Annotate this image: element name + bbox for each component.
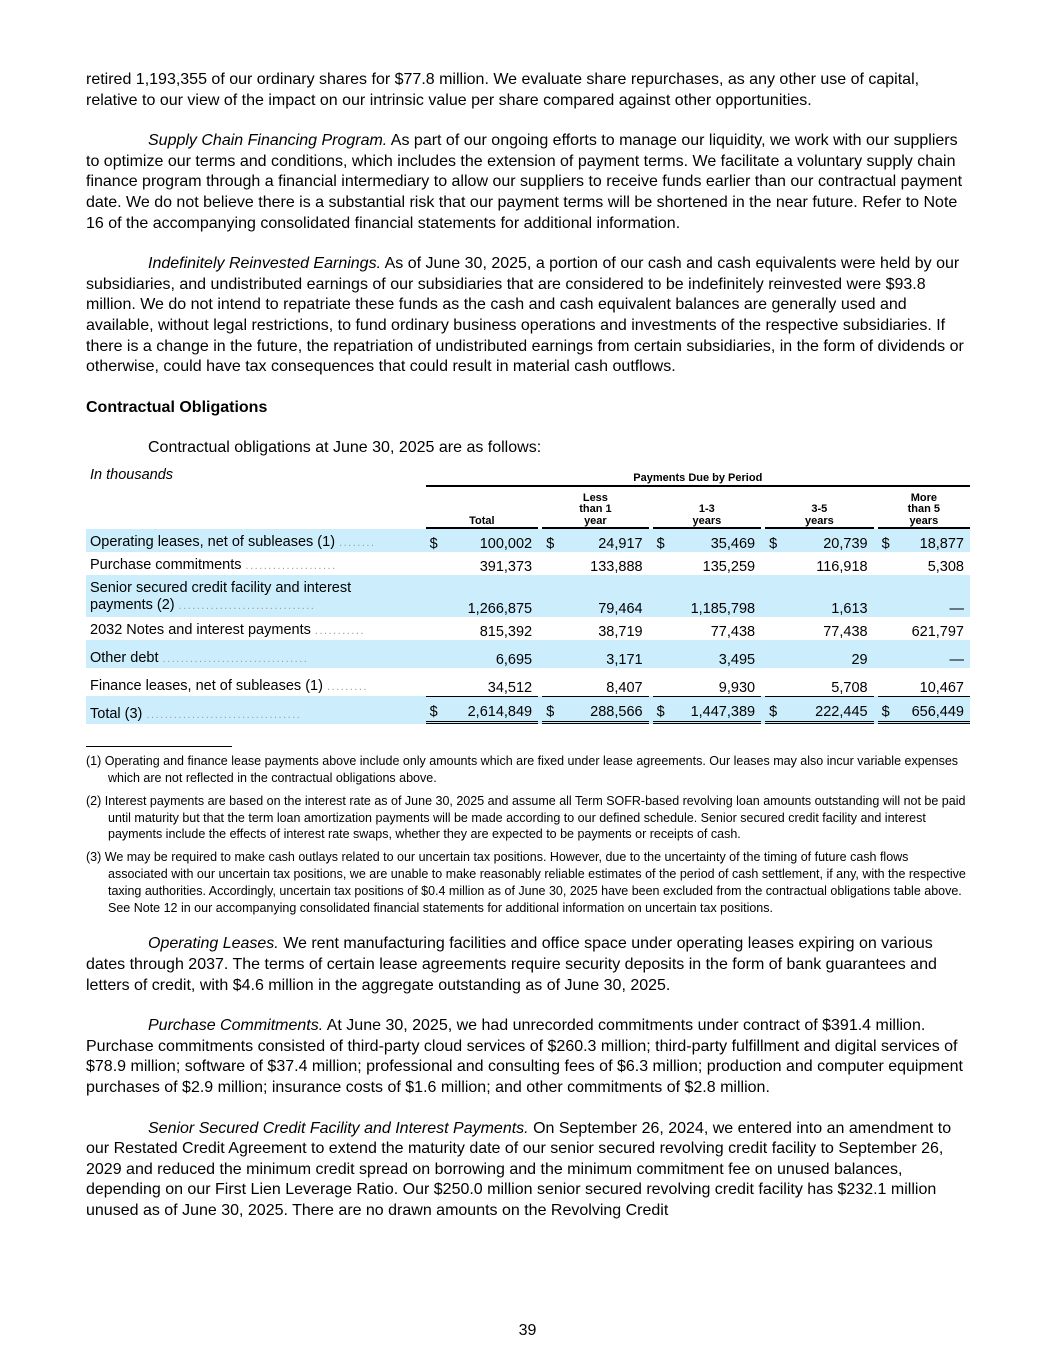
units-label: In thousands [90, 466, 174, 483]
section-title: Contractual Obligations [86, 398, 268, 416]
cell-value: 1,266,875 [448, 575, 538, 617]
cell-value: 2,614,849 [448, 696, 538, 724]
cell-value: 77,438 [710, 624, 756, 641]
cell-value: 18,877 [900, 529, 970, 552]
cell-value: 656,449 [900, 696, 970, 724]
cell-value: 79,464 [565, 575, 649, 617]
cell-value: 222,445 [788, 696, 874, 724]
group-header: Payments Due by Period [426, 467, 970, 487]
cell-value: 9,930 [718, 680, 756, 697]
col-header-total: Total [426, 487, 539, 530]
row-label: Purchase commitments [90, 557, 242, 574]
cell-value: 5,708 [831, 680, 868, 697]
footnote-1: (1) Operating and finance lease payments above include only amounts which are fixed under lease agreements. Our leases may also incur variable expenses which are not reflected in the contractual obligations above. [86, 754, 959, 786]
cell-value: 35,469 [675, 529, 761, 552]
document-page [86, 70, 970, 1242]
cell-value: — [900, 640, 970, 668]
col-header-3-5: 3-5 years [765, 487, 873, 530]
cell-value: 34,512 [487, 680, 533, 697]
footnote-3: (3) We may be required to make cash outlays related to our uncertain tax positions. However, due to the uncertainty of the timing of future cash flows associated with our uncertain tax positions, we are unable to make reasonably reliable estimates of the period of cash settlement, if any, with the respective taxing authorities. Accordingly, uncertain tax positions of $0.4 million as of June 30, 2025 have been excluded from the contractual obligations table above. See Note 12 in our accompanying consolidated financial statements for additional information on uncertain tax positions. [86, 850, 966, 915]
table-row-total: Total (3) .................................. $ 2,614,849 $ 288,566 $ 1,447,389 $ 222,445 $ 656,449 [86, 696, 970, 724]
table-units-row [86, 467, 970, 487]
row-label: Operating leases, net of subleases (1) [90, 534, 336, 551]
cell-value: 5,308 [927, 559, 964, 576]
share-repurchase-paragraph: retired 1,193,355 of our ordinary shares for $77.8 million. We evaluate share repurchases, as any other use of capital, relative to our view of the impact on our intrinsic value per share compared against other opportunities. [86, 71, 920, 109]
footnote-divider [86, 746, 232, 747]
operating-leases-heading: Operating Leases. [148, 935, 279, 953]
footnotes [86, 753, 970, 916]
cell-value: 133,888 [590, 559, 643, 576]
cell-value: 3,171 [565, 640, 649, 668]
col-header-less-than-1: Less than 1 year [542, 487, 648, 530]
cell-value: 3,495 [675, 640, 761, 668]
cell-value: 24,917 [565, 529, 649, 552]
cell-value: 1,185,798 [675, 575, 761, 617]
cell-value: 288,566 [565, 696, 649, 724]
section-intro: Contractual obligations at June 30, 2025 are as follows: [148, 438, 542, 456]
contractual-obligations-table [86, 467, 970, 725]
cell-value: 116,918 [816, 559, 868, 576]
row-label: Finance leases, net of subleases (1) [90, 678, 323, 695]
supply-chain-paragraph [86, 131, 970, 234]
cell-value: 815,392 [479, 624, 533, 641]
credit-facility-paragraph [86, 1119, 970, 1222]
cell-value: 20,739 [788, 529, 874, 552]
cell-value: 1,447,389 [675, 696, 761, 724]
credit-facility-heading: Senior Secured Credit Facility and Interest Payments. [148, 1119, 529, 1137]
table-row: Purchase commitments .................... 391,373 133,888 135,259 116,918 5,308 [86, 552, 970, 575]
table-row: Other debt ................................ 6,695 3,171 3,495 29 — [86, 640, 970, 668]
operating-leases-paragraph [86, 934, 970, 996]
cell-value: 135,259 [702, 559, 756, 576]
cell-value: 621,797 [911, 624, 964, 641]
supply-chain-text: As part of our ongoing efforts to manage our liquidity, we work with our suppliers to optimize our terms and conditions, which includes the extension of payment terms. We facilitate a voluntary supply chain finance program through a financial intermediary to allow our suppliers to receive funds earlier than our contractual payment date. We do not believe there is a substantial risk that our payment terms will be shortened in the near future. Refer to Note 16 of the accompanying consolidated financial statements for additional information. [86, 132, 963, 232]
table-row: Finance leases, net of subleases (1) ......... 34,512 8,407 9,930 5,708 10,467 [86, 668, 970, 696]
table-row: Operating leases, net of subleases (1) ........ $ 100,002 $ 24,917 $ 35,469 $ 20,739 $ 18,877 [86, 529, 970, 552]
cell-value: 29 [788, 640, 874, 668]
column-header-row [86, 487, 970, 530]
row-label: Senior secured credit facility and interest [90, 580, 352, 597]
purchase-commitments-text: At June 30, 2025, we had unrecorded commitments under contract of $391.4 million. Purchase commitments consisted of third-party cloud services of $260.3 million; third-party fulfillment and digital services of $78.9 million; software of $37.4 million; professional and consulting fees of $6.3 million; production and computer equipment purchases of $2.9 million; insurance costs of $1.6 million; and other commitments of $2.8 million. [86, 1017, 963, 1096]
purchase-commitments-heading: Purchase Commitments. [148, 1017, 324, 1035]
reinvested-earnings-heading: Indefinitely Reinvested Earnings. [148, 255, 382, 273]
purchase-commitments-paragraph [86, 1016, 970, 1098]
row-label: Total (3) [90, 706, 143, 723]
row-label: Other debt [90, 650, 159, 667]
row-label: 2032 Notes and interest payments [90, 622, 311, 639]
table-row: Senior secured credit facility and interest payments (2) .............................. 1,266,875 79,464 1,185,798 1,613 — [86, 575, 970, 617]
cell-value: 10,467 [919, 680, 964, 697]
operating-leases-text: We rent manufacturing facilities and office space under operating leases expiring on various dates through 2037. The terms of certain lease agreements require security deposits in the form of bank guarantees and letters of credit, with $4.6 million in the aggregate outstanding as of June 30, 2025. [86, 935, 937, 994]
col-header-more-than-5: More than 5 years [878, 487, 970, 530]
cell-value: 38,719 [598, 624, 643, 641]
cell-value: — [900, 575, 970, 617]
cell-value: 100,002 [448, 529, 538, 552]
reinvested-earnings-text: As of June 30, 2025, a portion of our cash and cash equivalents were held by our subsidiaries, and undistributed earnings of our subsidiaries that are considered to be indefinitely reinvested were $93.8 million. We do not intend to repatriate these funds as the cash and cash equivalent balances are generally used and available, without legal restrictions, to fund ordinary business operations and investments of the respective subsidiaries. If there is a change in the future, the repatriation of undistributed earnings from certain subsidiaries, in the form of dividends or otherwise, could have tax consequences that could result in material cash outflows. [86, 255, 964, 376]
table-row: 2032 Notes and interest payments ........... 815,392 38,719 77,438 77,438 621,797 [86, 617, 970, 640]
cell-value: 6,695 [448, 640, 538, 668]
cell-value: 391,373 [479, 559, 533, 576]
reinvested-earnings-paragraph [86, 254, 970, 378]
supply-chain-heading: Supply Chain Financing Program. [148, 132, 388, 150]
cell-value: 1,613 [788, 575, 874, 617]
footnote-2: (2) Interest payments are based on the interest rate as of June 30, 2025 and assume all Term SOFR-based revolving loan amounts outstanding will not be paid until maturity but that the term loan amortization payments will be made according to our defined schedule. Senior secured credit facility and interest payments include the effects of interest rate swaps, whether they are expected to be payments or receipts of cash. [86, 793, 966, 842]
page-number: 39 [518, 1322, 537, 1339]
cell-value: 8,407 [606, 680, 643, 697]
cell-value: 77,438 [823, 624, 868, 641]
col-header-1-3: 1-3 years [653, 487, 761, 530]
credit-facility-text: On September 26, 2024, we entered into an amendment to our Restated Credit Agreement to extend the maturity date of our senior secured revolving credit facility to September 26, 2029 and reduced the minimum credit spread on borrowing and the minimum commitment fee on unused balances, depending on our First Lien Leverage Ratio. Our $250.0 million senior secured revolving credit facility has $232.1 million unused as of June 30, 2025. There are no drawn amounts on the Revolving Credit [86, 1119, 952, 1219]
